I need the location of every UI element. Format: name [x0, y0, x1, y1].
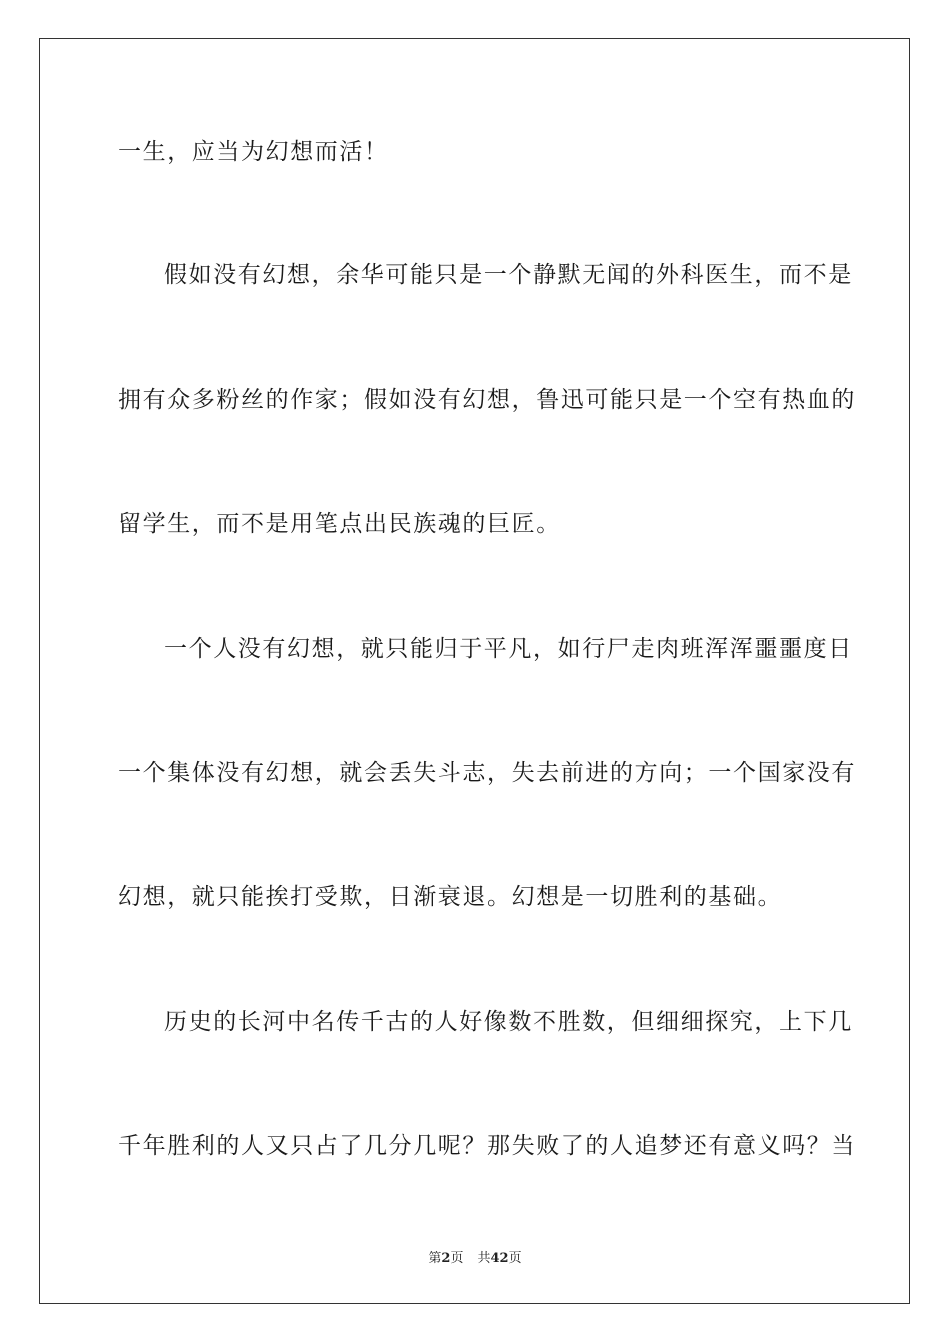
page-number: 2 — [441, 1251, 451, 1266]
text-line-8: 历史的长河中名传千古的人好像数不胜数，但细细探究，上下几 — [164, 1009, 853, 1035]
text-line-2: 假如没有幻想，余华可能只是一个静默无闻的外科医生，而不是 — [164, 262, 853, 288]
text-line-7: 幻想，就只能挨打受欺，日渐衰退。幻想是一切胜利的基础。 — [118, 884, 783, 910]
page-border — [39, 38, 910, 1304]
total-suffix: 页 — [508, 1251, 522, 1266]
page-footer — [0, 1247, 950, 1266]
text-line-3: 拥有众多粉丝的作家；假如没有幻想，鲁迅可能只是一个空有热血的 — [118, 387, 856, 413]
total-prefix: 共 — [477, 1251, 491, 1266]
page-suffix: 页 — [450, 1251, 464, 1266]
page-total: 42 — [490, 1251, 509, 1266]
text-line-5: 一个人没有幻想，就只能归于平凡，如行尸走肉班浑浑噩噩度日 — [164, 636, 853, 662]
page-prefix: 第 — [428, 1251, 442, 1266]
text-line-6: 一个集体没有幻想，就会丢失斗志，失去前进的方向；一个国家没有 — [118, 760, 856, 786]
text-line-9: 千年胜利的人又只占了几分几呢？那失败了的人追梦还有意义吗？当 — [118, 1133, 856, 1159]
text-line-1: 一生，应当为幻想而活！ — [118, 139, 389, 165]
text-line-4: 留学生，而不是用笔点出民族魂的巨匠。 — [118, 511, 561, 537]
